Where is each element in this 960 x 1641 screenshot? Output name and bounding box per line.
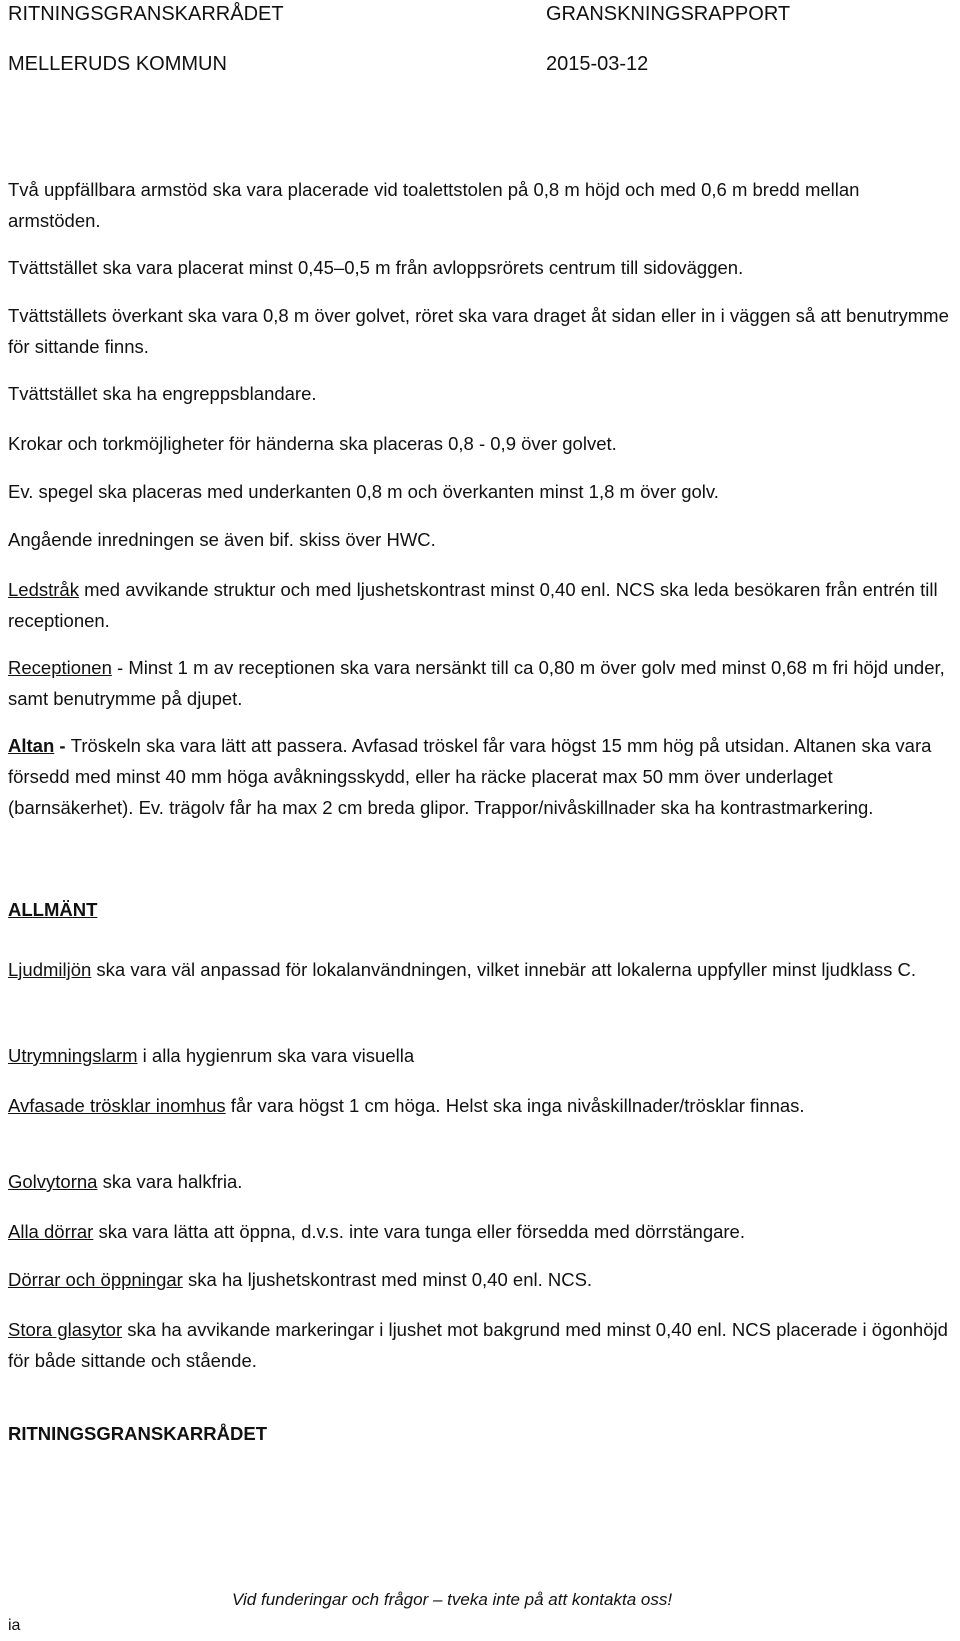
text-stora-glasytor: ska ha avvikande markeringar i ljushet mot bakgrund med minst 0,40 enl. NCS placerade i ögonhöjd för både sittande och stående. bbox=[8, 1319, 948, 1371]
text-trosklar: får vara högst 1 cm höga. Helst ska inga nivåskillnader/trösklar finnas. bbox=[225, 1095, 805, 1116]
paragraph-hooks: Krokar och torkmöjligheter för händerna ska placeras 0,8 - 0,9 över golvet. bbox=[8, 433, 617, 454]
term-dorrar-oppningar: Dörrar och öppningar bbox=[8, 1269, 183, 1290]
paragraph-washbasin-placement: Tvättstället ska vara placerat minst 0,45–0,5 m från avloppsrörets centrum till sidoväggen. bbox=[8, 257, 744, 278]
header-municipality: MELLERUDS KOMMUN bbox=[8, 53, 227, 75]
paragraph-terrace bbox=[8, 730, 952, 823]
header-date: 2015-03-12 bbox=[546, 53, 649, 75]
footer-note: Vid funderingar och frågor – tveka inte på att kontakta oss! bbox=[232, 1590, 673, 1609]
paragraph-furnishing: Angående inredningen se även bif. skiss över HWC. bbox=[8, 529, 436, 550]
term-utrymningslarm: Utrymningslarm bbox=[8, 1045, 138, 1066]
text-golvytorna: ska vara halkfria. bbox=[97, 1171, 243, 1192]
paragraph-armrests: Två uppfällbara armstöd ska vara placerade vid toalettstolen på 0,8 m höjd och med 0,6 m bredd mellan armstöden. bbox=[8, 179, 860, 231]
paragraph-alarm bbox=[8, 1040, 952, 1071]
paragraph-floors bbox=[8, 1166, 952, 1197]
term-golvytorna: Golvytorna bbox=[8, 1171, 98, 1192]
text-dorrar-oppningar: ska ha ljushetskontrast med minst 0,40 enl. NCS. bbox=[182, 1269, 593, 1290]
altan-dash: - bbox=[54, 735, 71, 756]
paragraph-mixer: Tvättstället ska ha engreppsblandare. bbox=[8, 383, 317, 404]
term-ledstrak: Ledstråk bbox=[8, 579, 79, 600]
paragraph-thresholds bbox=[8, 1090, 952, 1121]
paragraph-guide-path bbox=[8, 574, 952, 636]
paragraph-glass bbox=[8, 1314, 952, 1376]
term-stora-glasytor: Stora glasytor bbox=[8, 1319, 123, 1340]
header-doc-type: GRANSKNINGSRAPPORT bbox=[546, 3, 791, 25]
term-altan: Altan bbox=[8, 735, 55, 756]
header-org: RITNINGSGRANSKARRÅDET bbox=[8, 3, 284, 25]
text-receptionen: - Minst 1 m av receptionen ska vara nersänkt till ca 0,80 m över golv med minst 0,68 m fri höjd under, samt benutrymme på djupet. bbox=[8, 657, 945, 709]
term-alla-dorrar: Alla dörrar bbox=[8, 1221, 94, 1242]
paragraph-mirror: Ev. spegel ska placeras med underkanten 0,8 m och överkanten minst 1,8 m över golv. bbox=[8, 481, 719, 502]
signature: RITNINGSGRANSKARRÅDET bbox=[8, 1423, 267, 1444]
paragraph-reception bbox=[8, 652, 952, 714]
text-utrymningslarm: i alla hygienrum ska vara visuella bbox=[137, 1045, 415, 1066]
text-altan: Tröskeln ska vara lätt att passera. Avfasad tröskel får vara högst 15 mm hög på utsidan. Altanen ska vara försedd med minst 40 mm höga avåkningsskydd, eller ha räcke placerat max 50 mm över underlaget (barnsäkerhet). Ev. trägolv får ha max 2 cm breda glipor. Trappor/nivåskillnader ska ha kontrastmarkering. bbox=[8, 735, 932, 818]
term-trosklar: Avfasade trösklar inomhus bbox=[8, 1095, 226, 1116]
paragraph-sound bbox=[8, 954, 952, 985]
text-ledstrak: med avvikande struktur och med ljushetskontrast minst 0,40 enl. NCS ska leda besökaren från entrén till receptionen. bbox=[8, 579, 938, 631]
term-receptionen: Receptionen bbox=[8, 657, 112, 678]
term-ljudmiljon: Ljudmiljön bbox=[8, 959, 92, 980]
paragraph-doors bbox=[8, 1216, 952, 1247]
text-alla-dorrar: ska vara lätta att öppna, d.v.s. inte vara tunga eller försedda med dörrstängare. bbox=[93, 1221, 745, 1242]
paragraph-openings bbox=[8, 1264, 952, 1295]
paragraph-washbasin-height: Tvättställets överkant ska vara 0,8 m över golvet, röret ska vara draget åt sidan eller in i väggen så att benutrymme för sittande finns. bbox=[8, 305, 949, 357]
section-heading-general: ALLMÄNT bbox=[8, 899, 98, 920]
footer-corner-text: ia bbox=[8, 1617, 21, 1634]
text-ljudmiljon: ska vara väl anpassad för lokalanvändningen, vilket innebär att lokalerna uppfyller minst ljudklass C. bbox=[91, 959, 917, 980]
